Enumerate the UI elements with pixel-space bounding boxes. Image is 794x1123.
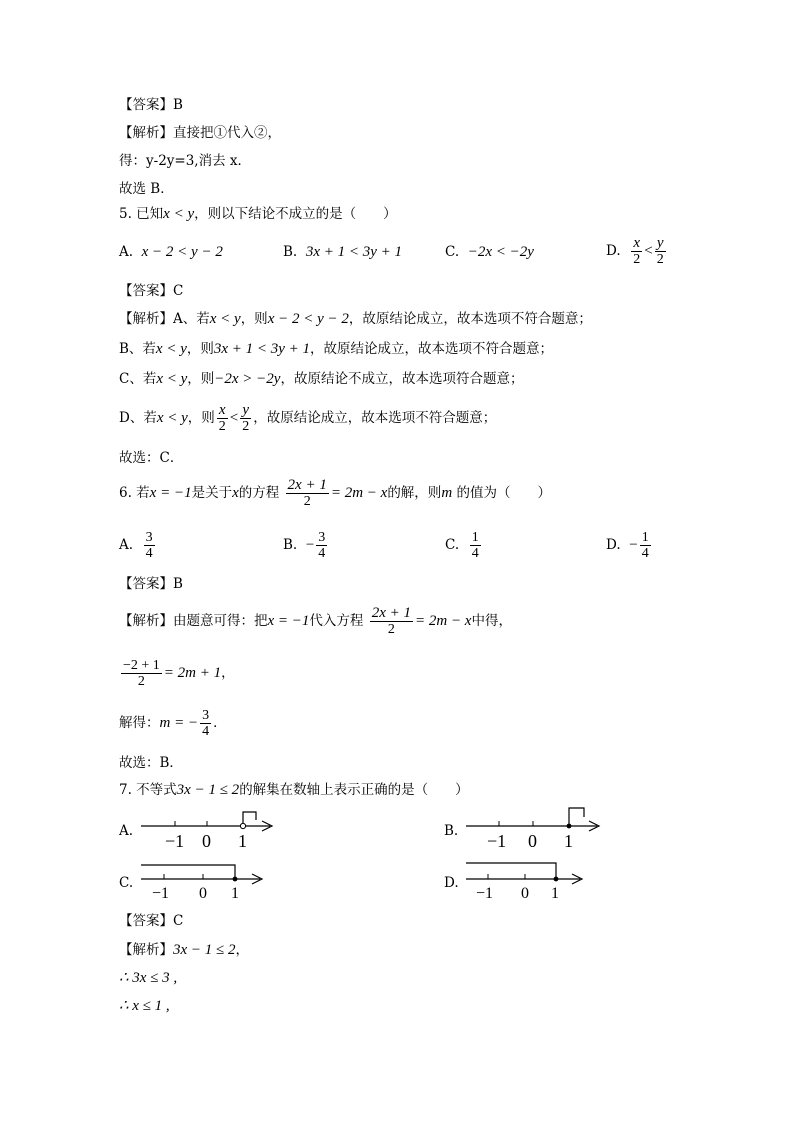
tick-label: −1 [476, 885, 494, 902]
q6-option-b: B. − $\frac{3}{4}$ [283, 530, 326, 561]
q5-analysis-d: D、若x < y，则 $\frac{x}{2}$ < $\frac{y}{2}$ ，故原结论成立，故本选项不符合题意； [119, 402, 497, 434]
fraction: $\frac{1}{4}$ [641, 530, 649, 561]
tick-label: −1 [165, 831, 185, 851]
fraction: $\frac{x}{2}$ [218, 402, 226, 434]
q6-option-a: A. $\frac{3}{4}$ [119, 530, 153, 561]
q7-analysis: 【解析】3x − 1 ≤ 2， [119, 942, 250, 958]
q7-option-a-number-line [138, 810, 283, 854]
tick-label: 0 [521, 885, 529, 902]
q6-step-2: 解得：m = − $\frac{3}{4}$ ． [119, 708, 227, 739]
tick-label: −1 [152, 885, 170, 902]
q6-answer: 【答案】B [119, 576, 183, 592]
q6-option-c: C. $\frac{1}{4}$ [445, 530, 479, 561]
tick-label: 1 [231, 885, 239, 902]
tick-label: 0 [202, 831, 211, 851]
q5-option-c: C. −2x < −2y [445, 244, 534, 260]
fraction: $\frac{x}{2}$ [633, 235, 641, 267]
q6-step-1: $\frac{-2 + 1}{2}$ = 2m + 1， [123, 658, 235, 689]
q4-analysis: 【解析】直接把①代入②， [119, 125, 281, 141]
q4-conclusion: 故选 B． [119, 181, 174, 197]
tick-label: 1 [551, 885, 559, 902]
q4-analysis-step: 得：y-2y=3,消去 x． [119, 153, 252, 169]
q6-option-d: D. − $\frac{1}{4}$ [606, 530, 649, 561]
q6-analysis: 【解析】由题意可得：把x = −1代入方程 $\frac{2x + 1}{2}$ = 2m − x中得， [119, 605, 512, 637]
fraction: $\frac{1}{4}$ [471, 530, 479, 561]
q7-step-2: ∴ x ≤ 1 , [119, 998, 170, 1014]
q7-option-d-number-line [463, 858, 593, 902]
q4-answer: 【答案】B [119, 97, 183, 113]
tick-label: 0 [199, 885, 207, 902]
fraction: $\frac{y}{2}$ [656, 235, 664, 267]
tick-label: −1 [487, 831, 507, 851]
q7-stem: 7. 不等式3x − 1 ≤ 2的解集在数轴上表示正确的是（ ） [119, 782, 469, 798]
q5-stem: 5. 已知x < y，则以下结论不成立的是（ ） [119, 206, 397, 222]
fraction: $\frac{-2 + 1}{2}$ [123, 658, 160, 689]
q5-analysis-c: C、若x < y，则−2x > −2y，故原结论不成立，故本选项符合题意； [119, 371, 524, 387]
tick-label: 1 [564, 831, 573, 851]
fraction: $\frac{2x + 1}{2}$ [287, 477, 327, 509]
fraction: $\frac{3}{4}$ [318, 530, 326, 561]
q7-option-b-number-line [463, 805, 608, 853]
q6-stem: 6. 若x = −1是关于x的方程 $\frac{2x + 1}{2}$ = 2m − x的解，则m 的值为（ ） [119, 477, 551, 509]
q6-conclusion: 故选：B． [119, 755, 183, 771]
fraction: $\frac{y}{2}$ [242, 402, 250, 434]
tick-label: 0 [528, 831, 537, 851]
q7-option-c-label: C. [119, 875, 134, 891]
tick-label: 1 [238, 831, 247, 851]
q5-option-a: A. x − 2 < y − 2 [119, 244, 223, 260]
q5-analysis-a: 【解析】A、若x < y，则x − 2 < y − 2，故原结论成立，故本选项不符合题意； [119, 311, 592, 327]
q7-option-a-label: A. [119, 823, 134, 839]
q7-option-d-label: D. [444, 875, 459, 891]
q5-answer: 【答案】C [119, 283, 184, 299]
fraction: $\frac{3}{4}$ [202, 708, 210, 739]
q7-answer: 【答案】C [119, 913, 184, 929]
q5-conclusion: 故选：C． [119, 450, 184, 466]
q5-option-b: B. 3x + 1 < 3y + 1 [283, 244, 402, 260]
fraction: $\frac{2x + 1}{2}$ [371, 605, 411, 637]
q7-step-1: ∴ 3x ≤ 3 , [119, 970, 178, 986]
q7-option-b-label: B. [444, 823, 459, 839]
fraction: $\frac{3}{4}$ [145, 530, 153, 561]
q5-option-d: D. $\frac{x}{2}$ < $\frac{y}{2}$ [606, 235, 664, 267]
q5-analysis-b: B、若x < y，则3x + 1 < 3y + 1，故原结论成立，故本选项不符合题意； [119, 341, 554, 357]
q7-option-c-number-line [138, 860, 273, 904]
